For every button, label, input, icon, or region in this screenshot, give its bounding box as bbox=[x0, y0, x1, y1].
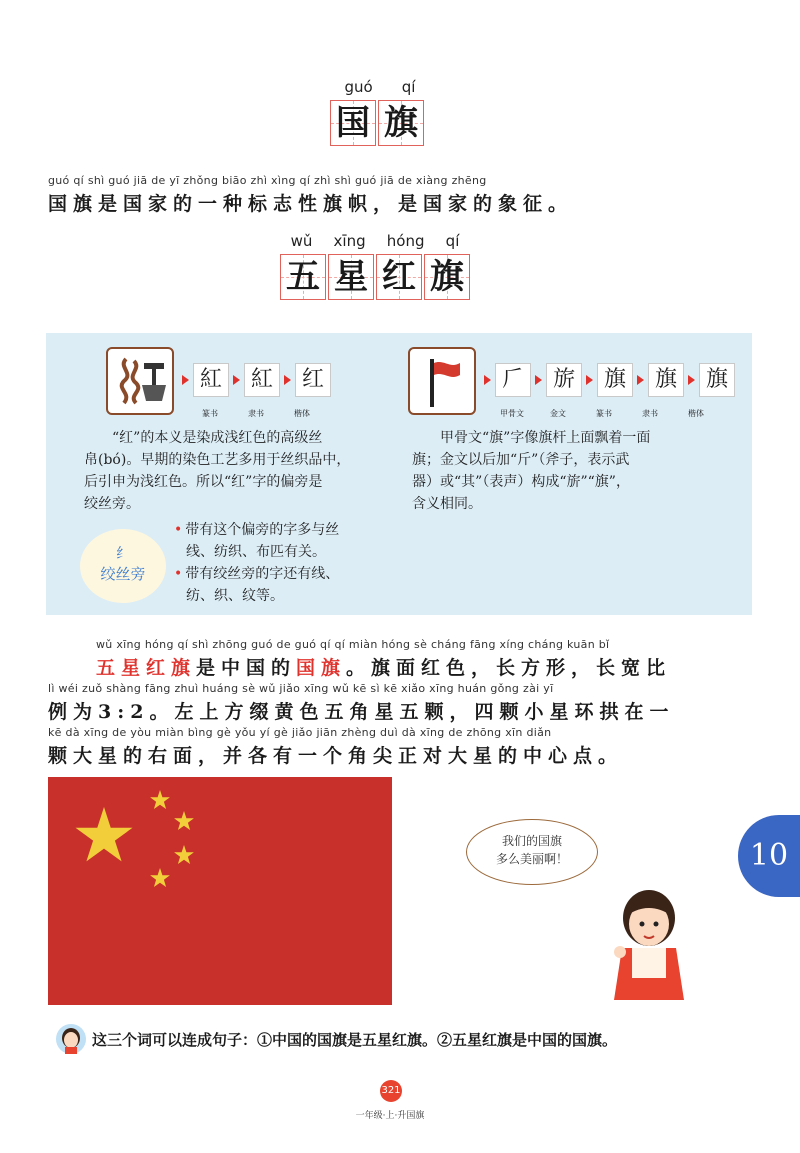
caption: 楷体 bbox=[294, 409, 310, 418]
hong-evolution bbox=[178, 363, 331, 397]
title-char-box: 旗 bbox=[378, 100, 424, 146]
body-line-1 bbox=[48, 638, 671, 680]
title1-chars bbox=[330, 100, 470, 146]
body-text: 例为3:2。左上方缀黄色五角星五颗，四颗小星环拱在一 bbox=[48, 701, 675, 723]
hong-captions bbox=[192, 401, 320, 420]
page-number-tab: 10 bbox=[738, 815, 800, 897]
radical-notes bbox=[174, 519, 374, 607]
tip-text: 这三个词可以连成句子：①中国的国旗是五星红旗。②五星红旗是中国的国旗。 bbox=[92, 1031, 618, 1049]
caption: 甲骨文 bbox=[500, 409, 524, 418]
para-line: 旗；金文以后加“斤”（斧子，表示武 bbox=[412, 452, 630, 468]
girl-avatar-icon bbox=[56, 1024, 86, 1054]
definition-pinyin: guó qí shì guó jiā de yī zhǒng biāo zhì xìng qí zhì shì guó jiā de xiàng zhēng bbox=[48, 174, 487, 187]
arrow-icon bbox=[233, 375, 240, 385]
glyph-seal: 紅 bbox=[193, 363, 229, 397]
glyph-clerical: 紅 bbox=[244, 363, 280, 397]
title2-block bbox=[280, 232, 500, 300]
speech-bubble bbox=[466, 819, 598, 885]
note-line: 线、纺织、布匹有关。 bbox=[186, 544, 326, 560]
arrow-icon bbox=[688, 375, 695, 385]
radical-name: 绞丝旁 bbox=[100, 565, 146, 583]
speech-line: 多么美丽啊！ bbox=[495, 852, 568, 866]
pinyin: qí bbox=[401, 78, 416, 96]
title-char-box: 五 bbox=[280, 254, 326, 300]
note-item: • 带有这个偏旁的字多与丝 bbox=[174, 522, 340, 538]
para-line: 帛(bó)。早期的染色工艺多用于丝织品中， bbox=[84, 452, 351, 468]
pinyin: guó bbox=[344, 78, 373, 96]
para-line: 器）或“其”（表声）构成“旂”“旗”， bbox=[412, 474, 630, 490]
caption: 隶书 bbox=[642, 409, 658, 418]
girl-illustration bbox=[604, 878, 694, 1000]
bullet-icon: • bbox=[174, 522, 183, 538]
avatar bbox=[56, 1024, 86, 1054]
pinyin: xīng bbox=[333, 232, 366, 250]
etymology-panel bbox=[46, 333, 752, 615]
qi-paragraph bbox=[412, 427, 732, 515]
glyph-regular: 旗 bbox=[699, 363, 735, 397]
title-char-box: 国 bbox=[330, 100, 376, 146]
title-char-box: 星 bbox=[328, 254, 374, 300]
flag-pictograph-icon bbox=[410, 349, 474, 413]
caption: 金文 bbox=[550, 409, 566, 418]
body-text: 五星红旗是中国的国旗。旗面红色，长方形，长宽比 bbox=[96, 657, 672, 679]
speech-line: 我们的国旗 bbox=[501, 834, 562, 848]
footer-subtitle: 一年级·上·升国旗 bbox=[355, 1111, 425, 1121]
radical-char: 纟 bbox=[116, 546, 130, 562]
title1-pinyin bbox=[330, 78, 430, 96]
title1-block bbox=[330, 78, 470, 146]
pinyin: hóng bbox=[386, 232, 425, 250]
caption: 篆书 bbox=[596, 409, 612, 418]
glyph-regular: 红 bbox=[295, 363, 331, 397]
pinyin: wǔ bbox=[290, 232, 313, 250]
title-char-box: 红 bbox=[376, 254, 422, 300]
qi-captions bbox=[494, 401, 714, 420]
body-pinyin: lì wéi zuǒ shàng fāng zhuì huáng sè wǔ jiǎo xīng wǔ kē sì kē xiǎo xīng huán gǒng zài yī bbox=[48, 682, 554, 695]
caption: 楷体 bbox=[688, 409, 704, 418]
glyph-bronze: 旂 bbox=[546, 363, 582, 397]
body-line-2 bbox=[48, 682, 674, 724]
body-pinyin: wǔ xīng hóng qí shì zhōng guó de guó qí qí miàn hóng sè cháng fāng xíng cháng kuān bǐ bbox=[96, 638, 610, 651]
para-line: 含义相同。 bbox=[412, 496, 482, 512]
body-line-3 bbox=[48, 726, 623, 768]
definition-text: 国旗是国家的一种标志性旗帜，是国家的象征。 bbox=[48, 193, 574, 215]
footer-page-number: 321 bbox=[380, 1080, 402, 1102]
bullet-icon: • bbox=[174, 566, 183, 582]
qi-evolution bbox=[480, 363, 735, 397]
hong-paragraph bbox=[84, 427, 384, 515]
silk-pictograph-icon bbox=[108, 349, 172, 413]
arrow-icon bbox=[182, 375, 189, 385]
glyph-oracle: 𠂆 bbox=[495, 363, 531, 397]
pinyin: qí bbox=[445, 232, 460, 250]
body-text: 颗大星的右面，并各有一个角尖正对大星的中心点。 bbox=[48, 745, 624, 767]
title2-pinyin bbox=[280, 232, 470, 250]
para-line: 甲骨文“旗”字像旗杆上面飘着一面 bbox=[440, 430, 651, 446]
arrow-icon bbox=[586, 375, 593, 385]
body-pinyin: kē dà xīng de yòu miàn bìng gè yǒu yí gè jiǎo jiān zhèng duì dà xīng de zhōng xīn diǎn bbox=[48, 726, 552, 739]
glyph-clerical: 旗 bbox=[648, 363, 684, 397]
caption: 篆书 bbox=[202, 409, 218, 418]
para-line: 绞丝旁。 bbox=[84, 496, 140, 512]
arrow-icon bbox=[637, 375, 644, 385]
radical-badge bbox=[80, 529, 166, 603]
note-line: 纺、织、纹等。 bbox=[186, 588, 284, 604]
note-item: • 带有绞丝旁的字还有线、 bbox=[174, 566, 340, 582]
title-char-box: 旗 bbox=[424, 254, 470, 300]
five-star-red-flag bbox=[48, 777, 392, 1005]
silk-pictograph-icon bbox=[106, 347, 174, 415]
caption: 隶书 bbox=[248, 409, 264, 418]
title2-chars bbox=[280, 254, 500, 300]
flag-pictograph-icon bbox=[408, 347, 476, 415]
arrow-icon bbox=[284, 375, 291, 385]
glyph-seal: 旗 bbox=[597, 363, 633, 397]
definition bbox=[48, 174, 573, 216]
arrow-icon bbox=[535, 375, 542, 385]
para-line: 后引申为浅红色。所以“红”字的偏旁是 bbox=[84, 474, 323, 490]
para-line: “红”的本义是染成浅红色的高级丝 bbox=[112, 430, 323, 446]
arrow-icon bbox=[484, 375, 491, 385]
